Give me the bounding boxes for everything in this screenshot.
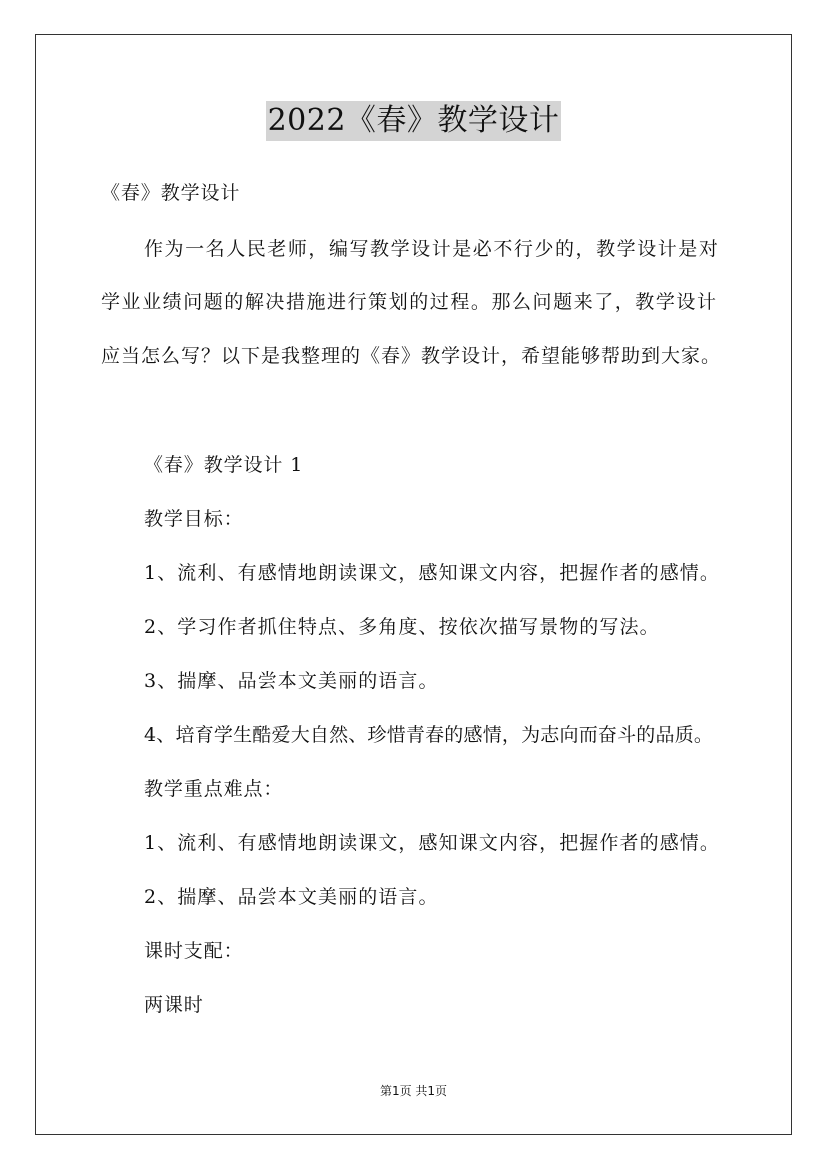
goal-item: 4、培育学生酷爱大自然、珍惜青春的感情，为志向而奋斗的品质。 — [144, 724, 714, 746]
key-points-label: 教学重点难点： — [144, 778, 284, 800]
intro-line-1: 作为一名人民老师，编写教学设计是必不行少的，教学设计是对 — [144, 238, 720, 260]
document-title: 2022《春》教学设计 — [266, 101, 562, 141]
document-title-container — [0, 101, 827, 141]
time-label: 课时支配： — [144, 940, 244, 962]
document-subtitle: 《春》教学设计 — [101, 182, 241, 204]
key-point-item: 2、揣摩、品尝本文美丽的语言。 — [144, 886, 439, 908]
goals-label: 教学目标： — [144, 508, 244, 530]
intro-line-3: 应当怎么写？以下是我整理的《春》教学设计，希望能够帮助到大家。 — [101, 345, 722, 367]
time-value: 两课时 — [144, 994, 204, 1016]
key-point-item: 1、流利、有感情地朗读课文，感知课文内容，把握作者的感情。 — [144, 832, 720, 854]
goal-item: 3、揣摩、品尝本文美丽的语言。 — [144, 670, 439, 692]
goal-item: 2、学习作者抓住特点、多角度、按依次描写景物的写法。 — [144, 616, 660, 638]
page-footer: 第1页 共1页 — [379, 1084, 448, 1098]
goal-item: 1、流利、有感情地朗读课文，感知课文内容，把握作者的感情。 — [144, 562, 720, 584]
intro-line-2: 学业业绩问题的解决措施进行策划的过程。那么问题来了，教学设计 — [101, 291, 718, 313]
section-heading: 《春》教学设计 1 — [144, 454, 304, 476]
